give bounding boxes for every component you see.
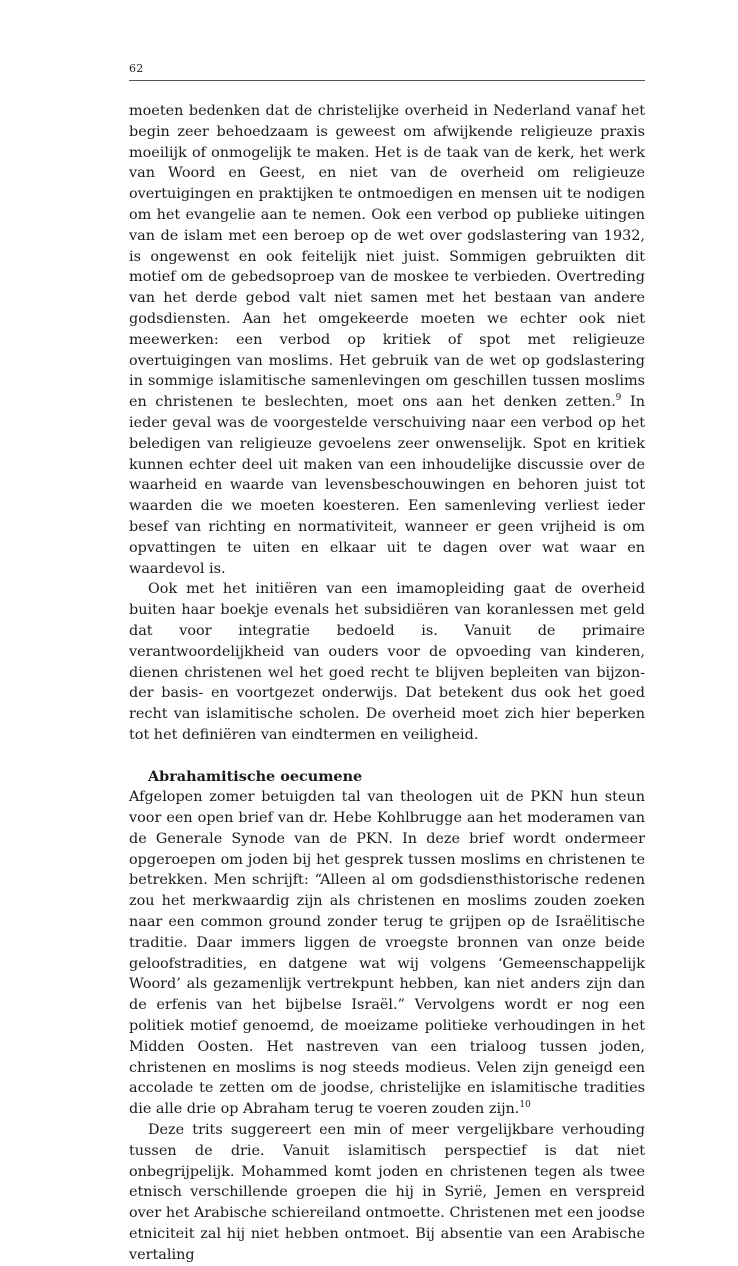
header-rule	[129, 80, 645, 81]
paragraph: Ook met het initiëren van een imamopleiding gaat de overheid buiten haar boekje evenals het subsidiëren van koranlessen met geld dat voor integratie bedoeld is. Vanuit de primaire verantwoordelijkheid van ouders voor de opvoeding van kinderen, dienen christenen wel het goed recht te blijven bepleiten van bijzonder basis- en voortgezet onderwijs. Dat betekent dus ook het goed recht van islamitische scholen. De overheid moet zich hier beperken tot het definiëren van eindtermen en veiligheid.	[129, 581, 645, 743]
paragraph-continued	[129, 101, 645, 579]
paragraph-text: Afgelopen zomer betuigden tal van theologen uit de PKN hun steun voor een open brief van dr. Hebe Kohlbrugge aan het moderamen van de Generale Synode van de PKN. In deze brief wordt ondermeer opgeroepen om joden bij het gesprek tussen moslims en christenen te betrekken. Men schrijft: “Alleen al om godsdiensthistorische redenen zou het merkwaardig zijn als christenen en moslims zouden zoeken naar een common ground zonder terug te grijpen op de Israëlitische traditie. Daar immers liggen de vroegste bronnen van onze beide geloofstradities, en datgene wat wij volgens ‘Gemeenschappelijk Woord’ als gezamenlijk vertrekpunt hebben, kan niet anders zijn dan de erfenis van het bijbelse Israël.” Vervolgens wordt er nog een politiek motief genoemd, de moeizame politieke verhoudingen in het Midden Oosten. Het nastreven van een trialoog tussen joden, christenen en moslims is nog steeds modieus. Velen zijn geneigd een accolade te zetten om de joodse, christelijke en islamitische tradities die alle drie op Abraham terug te voeren zouden zijn.	[129, 789, 645, 1118]
paragraph: Deze trits suggereert een min of meer vergelijkbare verhouding tussen de drie. Vanuit islamitisch perspectief is dat niet onbegrijpelijk. Mohammed komt joden en christenen tegen als twee etnisch verschillende groepen die hij in Syrië, Jemen en verspreid over het Arabische schiereiland ontmoette. Christenen met een joodse etniciteit zal hij niet hebben ontmoet. Bij absentie van een Arabische vertaling	[129, 1122, 645, 1263]
section-heading: Abrahamitische oecumene	[148, 767, 363, 785]
body-text	[129, 101, 645, 1266]
footnote-marker[interactable]: 10	[519, 1100, 531, 1111]
paragraph-text: moeten bedenken dat de christelijke overheid in Nederland vanaf het begin zeer behoedzaam is geweest om afwijkende religieuze praxis moeilijk of onmogelijk te maken. Het is de taak van de kerk, het werk van Woord en Geest, en niet van de overheid om religieuze overtuigingen en praktijken te ontmoedigen en mensen uit te nodigen om het evangelie aan te nemen. Ook een verbod op publieke uitingen van de islam met een beroep op de wet over godslastering van 1932, is ongewenst en ook feitelijk niet juist. Sommigen gebruikten dit motief om de gebedsoproep van de moskee te verbieden. Overtreding van het derde gebod valt niet samen met het bestaan van andere godsdiensten. Aan het omgekeerde moeten we echter ook niet meewerken: een verbod op kritiek of spot met religieuze overtuigingen van moslims. Het gebruik van de wet op godslastering in sommige islamitische samenlevingen om geschillen tussen moslims en christenen te beslechten, moet ons aan het denken zetten.	[129, 103, 645, 411]
book-page	[129, 0, 645, 1263]
paragraph	[129, 787, 645, 1120]
footnote-marker[interactable]: 9	[615, 393, 622, 404]
paragraph-text: In ieder geval was de voorgestelde verschuiving naar een verbod op het beledigen van religieuze gevoelens zeer onwenselijk. Spot en kritiek kunnen echter deel uit maken van een inhoudelijke discussie over de waarheid en waarde van levensbeschouwingen en behoren juist tot waarden die we moeten koesteren. Een samenleving verliest ieder besef van richting en normativiteit, wanneer er geen vrijheid is om opvattingen te uiten en elkaar uit te dagen over wat waar en waardevol is.	[129, 394, 645, 577]
page-number: 62	[129, 62, 144, 75]
